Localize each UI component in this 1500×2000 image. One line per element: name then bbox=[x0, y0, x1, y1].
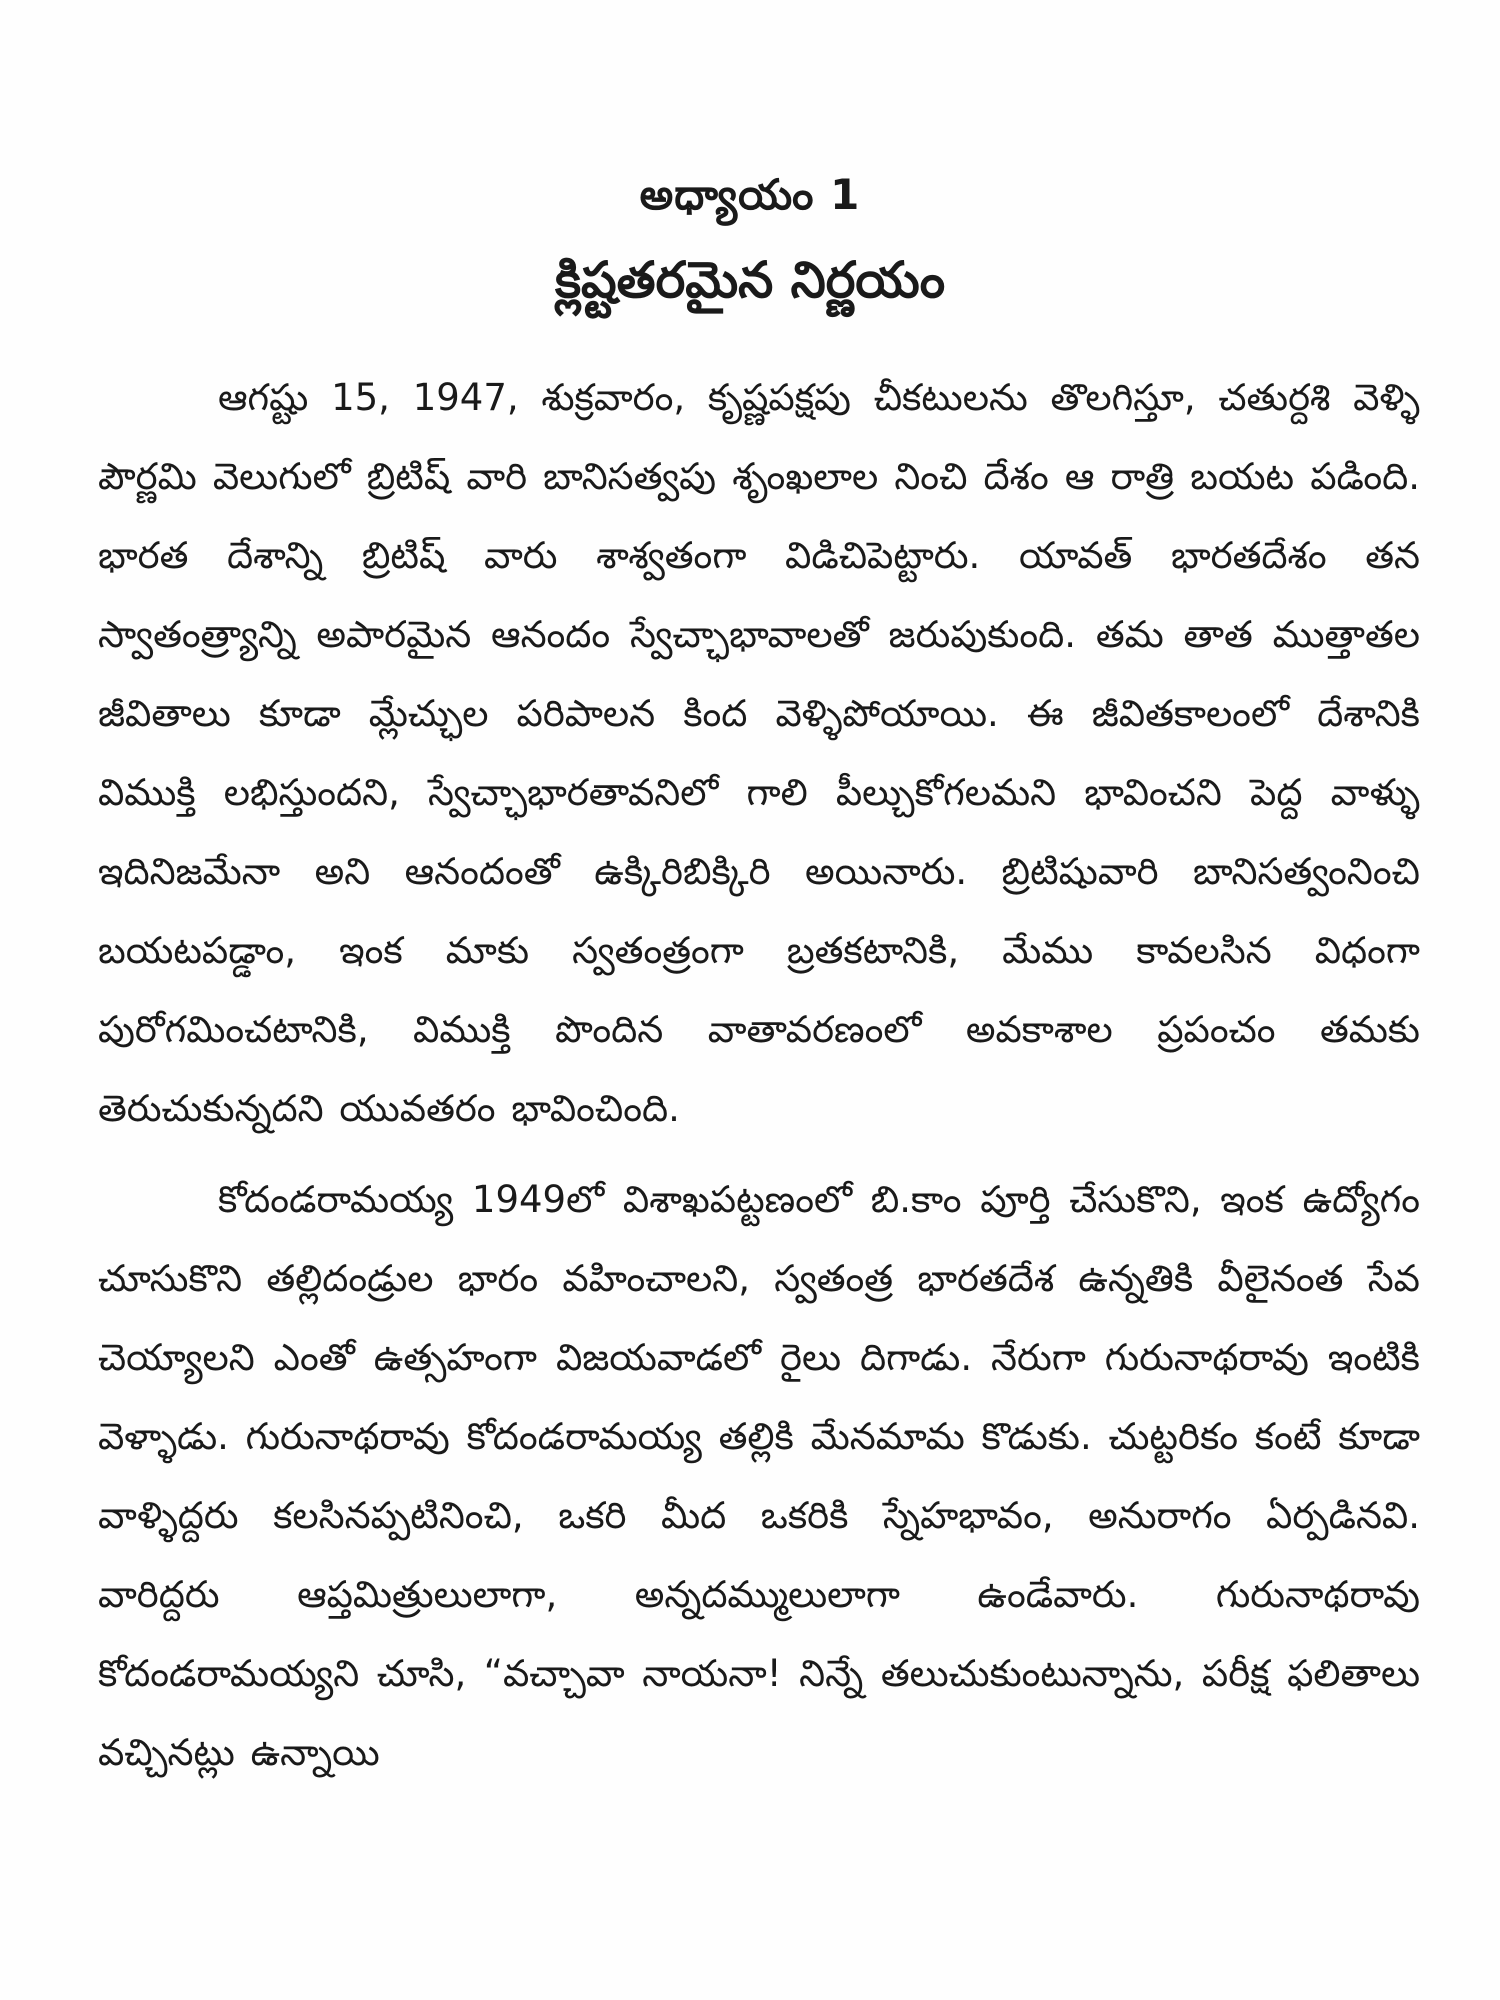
chapter-title: క్లిష్టతరమైన నిర్ణయం bbox=[554, 251, 946, 309]
paragraph-1: ఆగష్టు 15, 1947, శుక్రవారం, కృష్ణపక్షపు చీకటులను తొలగిస్తూ, చతుర్దశి వెళ్ళి పౌర్ణమి వెలుగులో బ్రిటిష్ వారి బానిసత్వపు శృంఖలాల నించి దేశం ఆ రాత్రి బయట పడింది. భారత దేశాన్ని బ్రిటిష్ వారు శాశ్వతంగా విడిచిపెట్టారు. యావత్ భారతదేశం తన స్వాతంత్ర్యాన్ని అపారమైన ఆనందం స్వేచ్ఛాభావాలతో జరుపుకుంది. తమ తాత ముత్తాతల జీవితాలు కూడా మ్లేచ్ఛుల పరిపాలన కింద వెళ్ళిపోయాయి. ఈ జీవితకాలంలో దేశానికి విముక్తి లభిస్తుందని, స్వేచ్ఛాభారతావనిలో గాలి పీల్చుకోగలమని భావించని పెద్ద వాళ్ళు ఇదినిజమేనా అని ఆనందంతో ఉక్కిరిబిక్కిరి అయినారు. బ్రిటిషువారి బానిసత్వంనించి బయటపడ్డాం, ఇంక మాకు స్వతంత్రంగా బ్రతకటానికి, మేము కావలసిన విధంగా పురోగమించటానికి, విముక్తి పొందిన వాతావరణంలో అవకాశాల ప్రపంచం తమకు తెరుచుకున్నదని యువతరం భావించింది. bbox=[98, 376, 1420, 1130]
chapter-heading bbox=[0, 165, 1500, 315]
chapter-number: అధ్యాయం 1 bbox=[639, 170, 861, 219]
chapter-body bbox=[98, 358, 1420, 1792]
paragraph-2: కోదండరామయ్య 1949లో విశాఖపట్టణంలో బి.కాం పూర్తి చేసుకొని, ఇంక ఉద్యోగం చూసుకొని తల్లిదండ్రుల భారం వహించాలని, స్వతంత్ర భారతదేశ ఉన్నతికి వీలైనంత సేవ చెయ్యాలని ఎంతో ఉత్సహంగా విజయవాడలో రైలు దిగాడు. నేరుగా గురునాథరావు ఇంటికి వెళ్ళాడు. గురునాథరావు కోదండరామయ్య తల్లికి మేనమామ కొడుకు. చుట్టరికం కంటే కూడా వాళ్ళిద్దరు కలసినప్పటినించి, ఒకరి మీద ఒకరికి స్నేహభావం, అనురాగం ఏర్పడినవి. వారిద్దరు ఆప్తమిత్రులులాగా, అన్నదమ్ములులాగా ఉండేవారు. గురునాథరావు కోదండరామయ్యని చూసి, “వచ్చావా నాయనా! నిన్నే తలుచుకుంటున్నాను, పరీక్ష ఫలితాలు వచ్చినట్లు ఉన్నాయి bbox=[98, 1178, 1420, 1774]
